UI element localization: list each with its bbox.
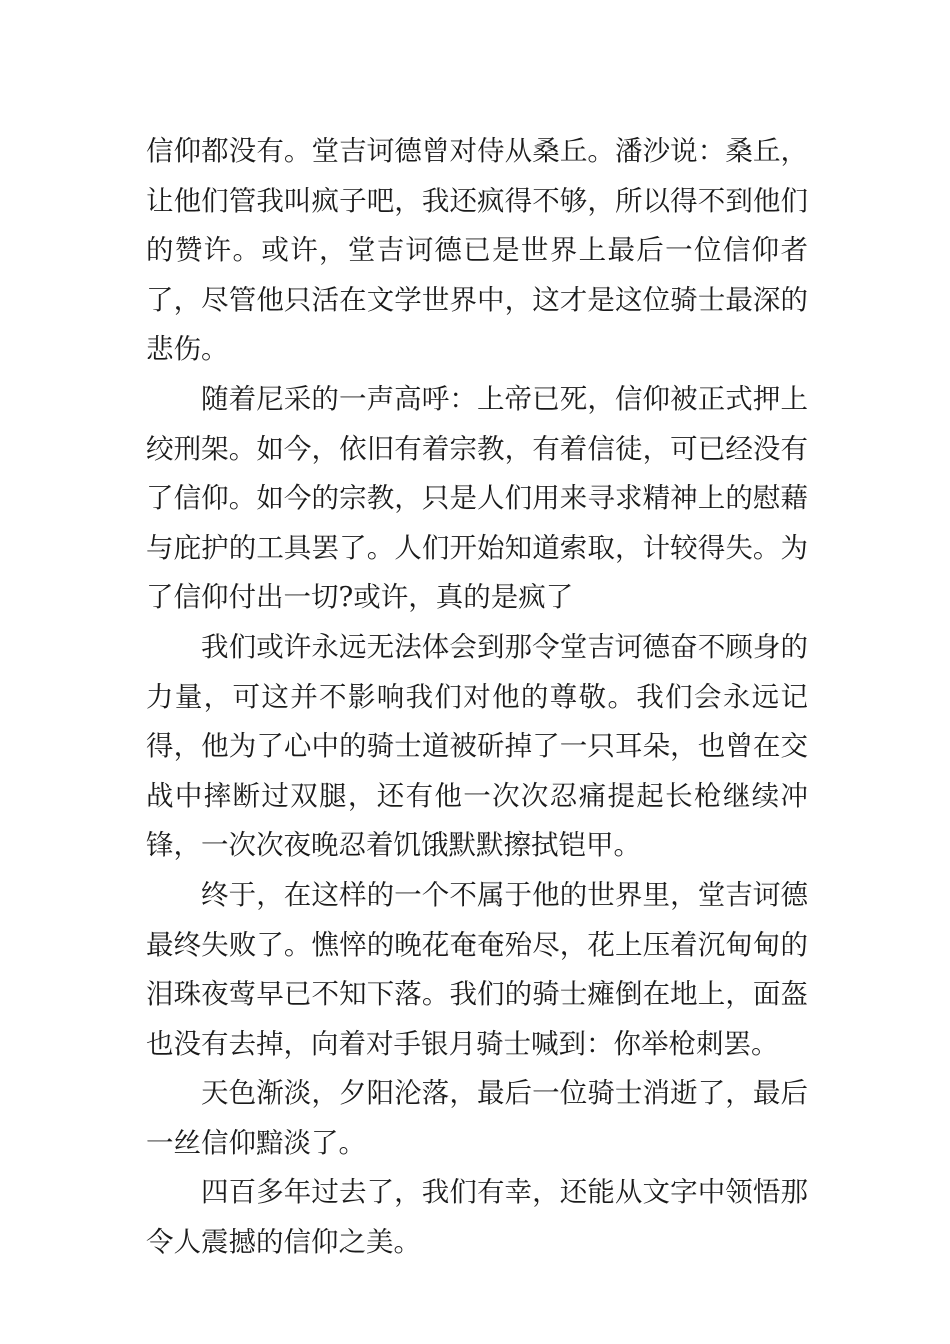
paragraph-1: 信仰都没有。堂吉诃德曾对侍从桑丘。潘沙说：桑丘，让他们管我叫疯子吧，我还疯得不够，所以得不到他们的赞许。或许，堂吉诃德已是世界上最后一位信仰者了，尽管他只活在文学世界中，这才是这位骑士最深的悲伤。: [146, 135, 808, 366]
paragraph-6: 四百多年过去了，我们有幸，还能从文字中领悟那令人震撼的信仰之美。: [146, 1176, 808, 1259]
paragraph-5: 天色渐淡，夕阳沦落，最后一位骑士消逝了，最后一丝信仰黯淡了。: [146, 1077, 808, 1159]
paragraph-2: 随着尼采的一声高呼：上帝已死，信仰被正式押上绞刑架。如今，依旧有着宗教，有着信徒，可已经没有了信仰。如今的宗教，只是人们用来寻求精神上的慰藉与庇护的工具罢了。人们开始知道索取，计较得失。为了信仰付出一切?或许，真的是疯了: [146, 382, 808, 614]
paragraph-4: 终于，在这样的一个不属于他的世界里，堂吉诃德最终失败了。憔悴的晚花奄奄殆尽，花上压着沉甸甸的泪珠夜莺早已不知下落。我们的骑士瘫倒在地上，面盔也没有去掉，向着对手银月骑士喊到：你举枪刺罢。: [146, 878, 808, 1060]
paragraph-3: 我们或许永远无法体会到那令堂吉诃德奋不顾身的力量，可这并不影响我们对他的尊敬。我们会永远记得，他为了心中的骑士道被斫掉了一只耳朵，也曾在交战中摔断过双腿，还有他一次次忍痛提起长枪继续冲锋，一次次夜晚忍着饥饿默默擦拭铠甲。: [146, 630, 808, 862]
document-body: [146, 127, 808, 1268]
